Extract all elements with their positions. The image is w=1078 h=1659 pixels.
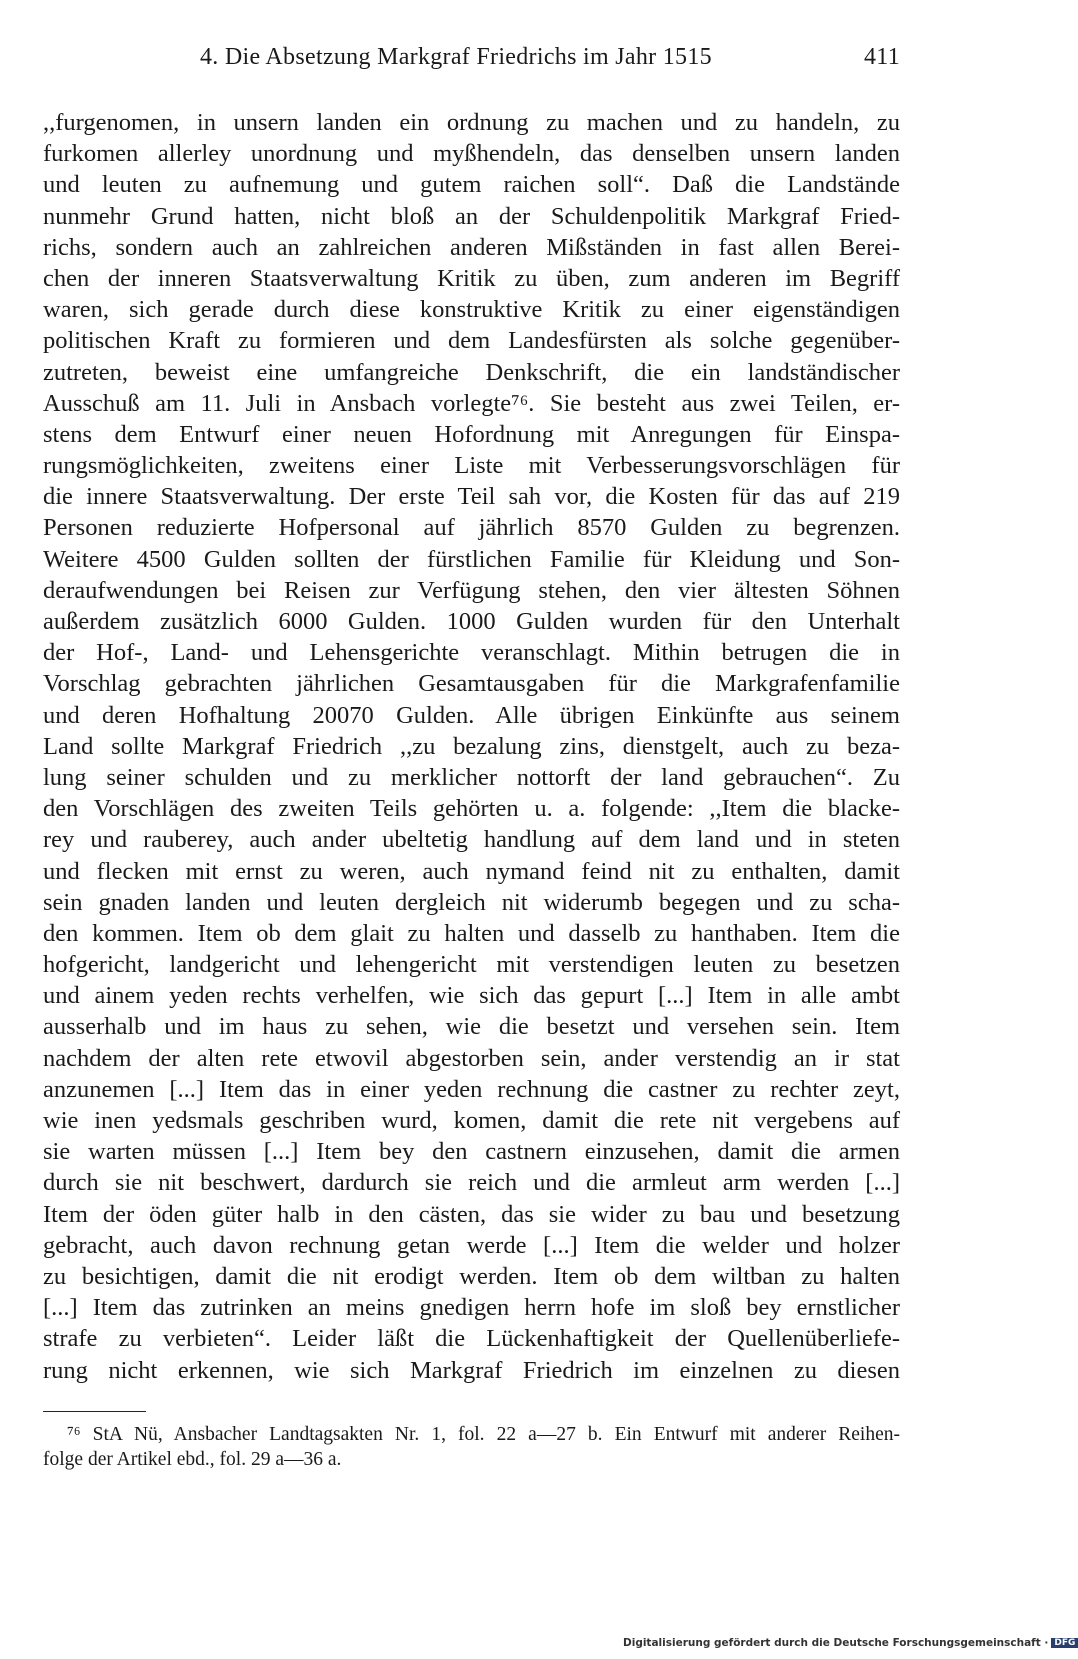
text-line: wie inen yedsmals geschriben wurd, komen, damit die rete nit vergebens auf [43, 1107, 900, 1134]
text-line: zutreten, beweist eine umfangreiche Denkschrift, die ein landständischer [43, 358, 900, 386]
text-line: sie warten müssen [...] Item bey den castnern einzusehen, damit die armen [43, 1138, 900, 1166]
text-line: und deren Hofhaltung 20070 Gulden. Alle übrigen Einkünfte aus seinem [43, 701, 900, 729]
main-text [43, 107, 900, 1386]
text-line: rung nicht erkennen, wie sich Markgraf Friedrich im einzelnen zu diesen [43, 1356, 900, 1384]
page-number: 411 [863, 44, 900, 70]
text-line: hofgericht, landgericht und lehengericht mit verstendigen leuten zu besetzen [43, 951, 900, 979]
footnote-divider [43, 1411, 146, 1412]
text-line: den kommen. Item ob dem glait zu halten und dasselb zu hanthaben. Item die [43, 919, 900, 947]
footnote-line: folge der Artikel ebd., fol. 29 a—36 a. [43, 1449, 342, 1470]
footnote-line: ⁷⁶ StA Nü, Ansbacher Landtagsakten Nr. 1, fol. 22 a—27 b. Ein Entwurf mit anderer Reihen- [67, 1424, 900, 1445]
text-line: politischen Kraft zu formieren und dem Landesfürsten als solche gegenüber- [43, 327, 900, 355]
text-line: lung seiner schulden und zu merklicher nottorft der land gebrauchen“. Zu [43, 763, 900, 791]
text-line: sein gnaden landen und leuten dergleich nit widerumb begegen und zu scha- [43, 888, 900, 916]
text-line: [...] Item das zutrinken an meins gnedigen herrn hofe im sloß bey ernstlicher [43, 1294, 900, 1322]
text-line: durch sie nit beschwert, dardurch sie reich und die armleut arm werden [...] [43, 1169, 900, 1197]
digitization-credit [623, 1637, 1076, 1655]
text-line: den Vorschlägen des zweiten Teils gehörten u. a. folgende: ,,Item die blacke- [43, 795, 900, 823]
chapter-title: 4. Die Absetzung Markgraf Friedrichs im Jahr 1515 [200, 44, 712, 70]
text-line: und ainem yeden rechts verhelfen, wie sich das gepurt [...] Item in alle ambt [43, 982, 900, 1010]
text-line: die innere Staatsverwaltung. Der erste Teil sah vor, die Kosten für das auf 219 [43, 483, 900, 511]
text-line: Land sollte Markgraf Friedrich ,,zu bezalung zins, dienstgelt, auch zu beza- [43, 732, 900, 760]
text-line: Weitere 4500 Gulden sollten der fürstlichen Familie für Kleidung und Son- [43, 545, 900, 573]
text-line: und leuten zu aufnemung und gutem raichen soll“. Daß die Landstände [43, 171, 900, 199]
text-line: Item der öden güter halb in den cästen, das sie wider zu bau und besetzung [43, 1200, 900, 1228]
text-line: Vorschlag gebrachten jährlichen Gesamtausgaben für die Markgrafenfamilie [43, 670, 900, 698]
text-line: deraufwendungen bei Reisen zur Verfügung stehen, den vier ältesten Söhnen [43, 576, 900, 604]
footnote [43, 1422, 900, 1472]
text-line: ,,furgenomen, in unsern landen ein ordnung zu machen und zu handeln, zu [43, 109, 900, 136]
text-line: Ausschuß am 11. Juli in Ansbach vorlegte⁷⁶. Sie besteht aus zwei Teilen, er- [43, 389, 900, 417]
text-line: richs, sondern auch an zahlreichen anderen Mißständen in fast allen Berei- [43, 233, 900, 261]
text-line: und flecken mit ernst zu weren, auch nymand feind nit zu enthalten, damit [43, 857, 900, 885]
text-line: stens dem Entwurf einer neuen Hofordnung mit Anregungen für Einspa- [43, 420, 900, 448]
credit-text: Digitalisierung gefördert durch die Deutsche Forschungsgemeinschaft · [623, 1637, 1049, 1649]
text-line: Personen reduzierte Hofpersonal auf jährlich 8570 Gulden zu begrenzen. [43, 514, 900, 542]
text-line: rungsmöglichkeiten, zweitens einer Liste mit Verbesserungsvorschlägen für [43, 452, 900, 480]
text-line: anzunemen [...] Item das in einer yeden rechnung die castner zu rechter zeyt, [43, 1075, 900, 1103]
text-line: ausserhalb und im haus zu sehen, wie die besetzt und versehen sein. Item [43, 1013, 900, 1041]
text-line: außerdem zusätzlich 6000 Gulden. 1000 Gulden wurden für den Unterhalt [43, 608, 900, 635]
text-line: rey und rauberey, auch ander ubeltetig handlung auf dem land und in steten [43, 826, 900, 854]
running-header [200, 44, 900, 84]
text-line: waren, sich gerade durch diese konstruktive Kritik zu einer eigenständigen [43, 296, 900, 324]
text-line: nachdem der alten rete etwovil abgestorben sein, ander verstendig an ir stat [43, 1044, 900, 1072]
text-line: furkomen allerley unordnung und myßhendeln, das denselben unsern landen [43, 140, 900, 168]
text-line: nunmehr Grund hatten, nicht bloß an der Schuldenpolitik Markgraf Fried- [43, 202, 900, 230]
text-line: der Hof-, Land- und Lehensgerichte veranschlagt. Mithin betrugen die in [43, 639, 900, 667]
text-line: chen der inneren Staatsverwaltung Kritik zu üben, zum anderen im Begriff [43, 264, 900, 292]
text-line: gebracht, auch davon rechnung getan werde [...] Item die welder und holzer [43, 1231, 900, 1259]
text-line: zu besichtigen, damit die nit erodigt werden. Item ob dem wiltban zu halten [43, 1262, 900, 1290]
dfg-logo: DFG [1051, 1638, 1078, 1648]
text-line: strafe zu verbieten“. Leider läßt die Lückenhaftigkeit der Quellenüberliefe- [43, 1325, 900, 1353]
